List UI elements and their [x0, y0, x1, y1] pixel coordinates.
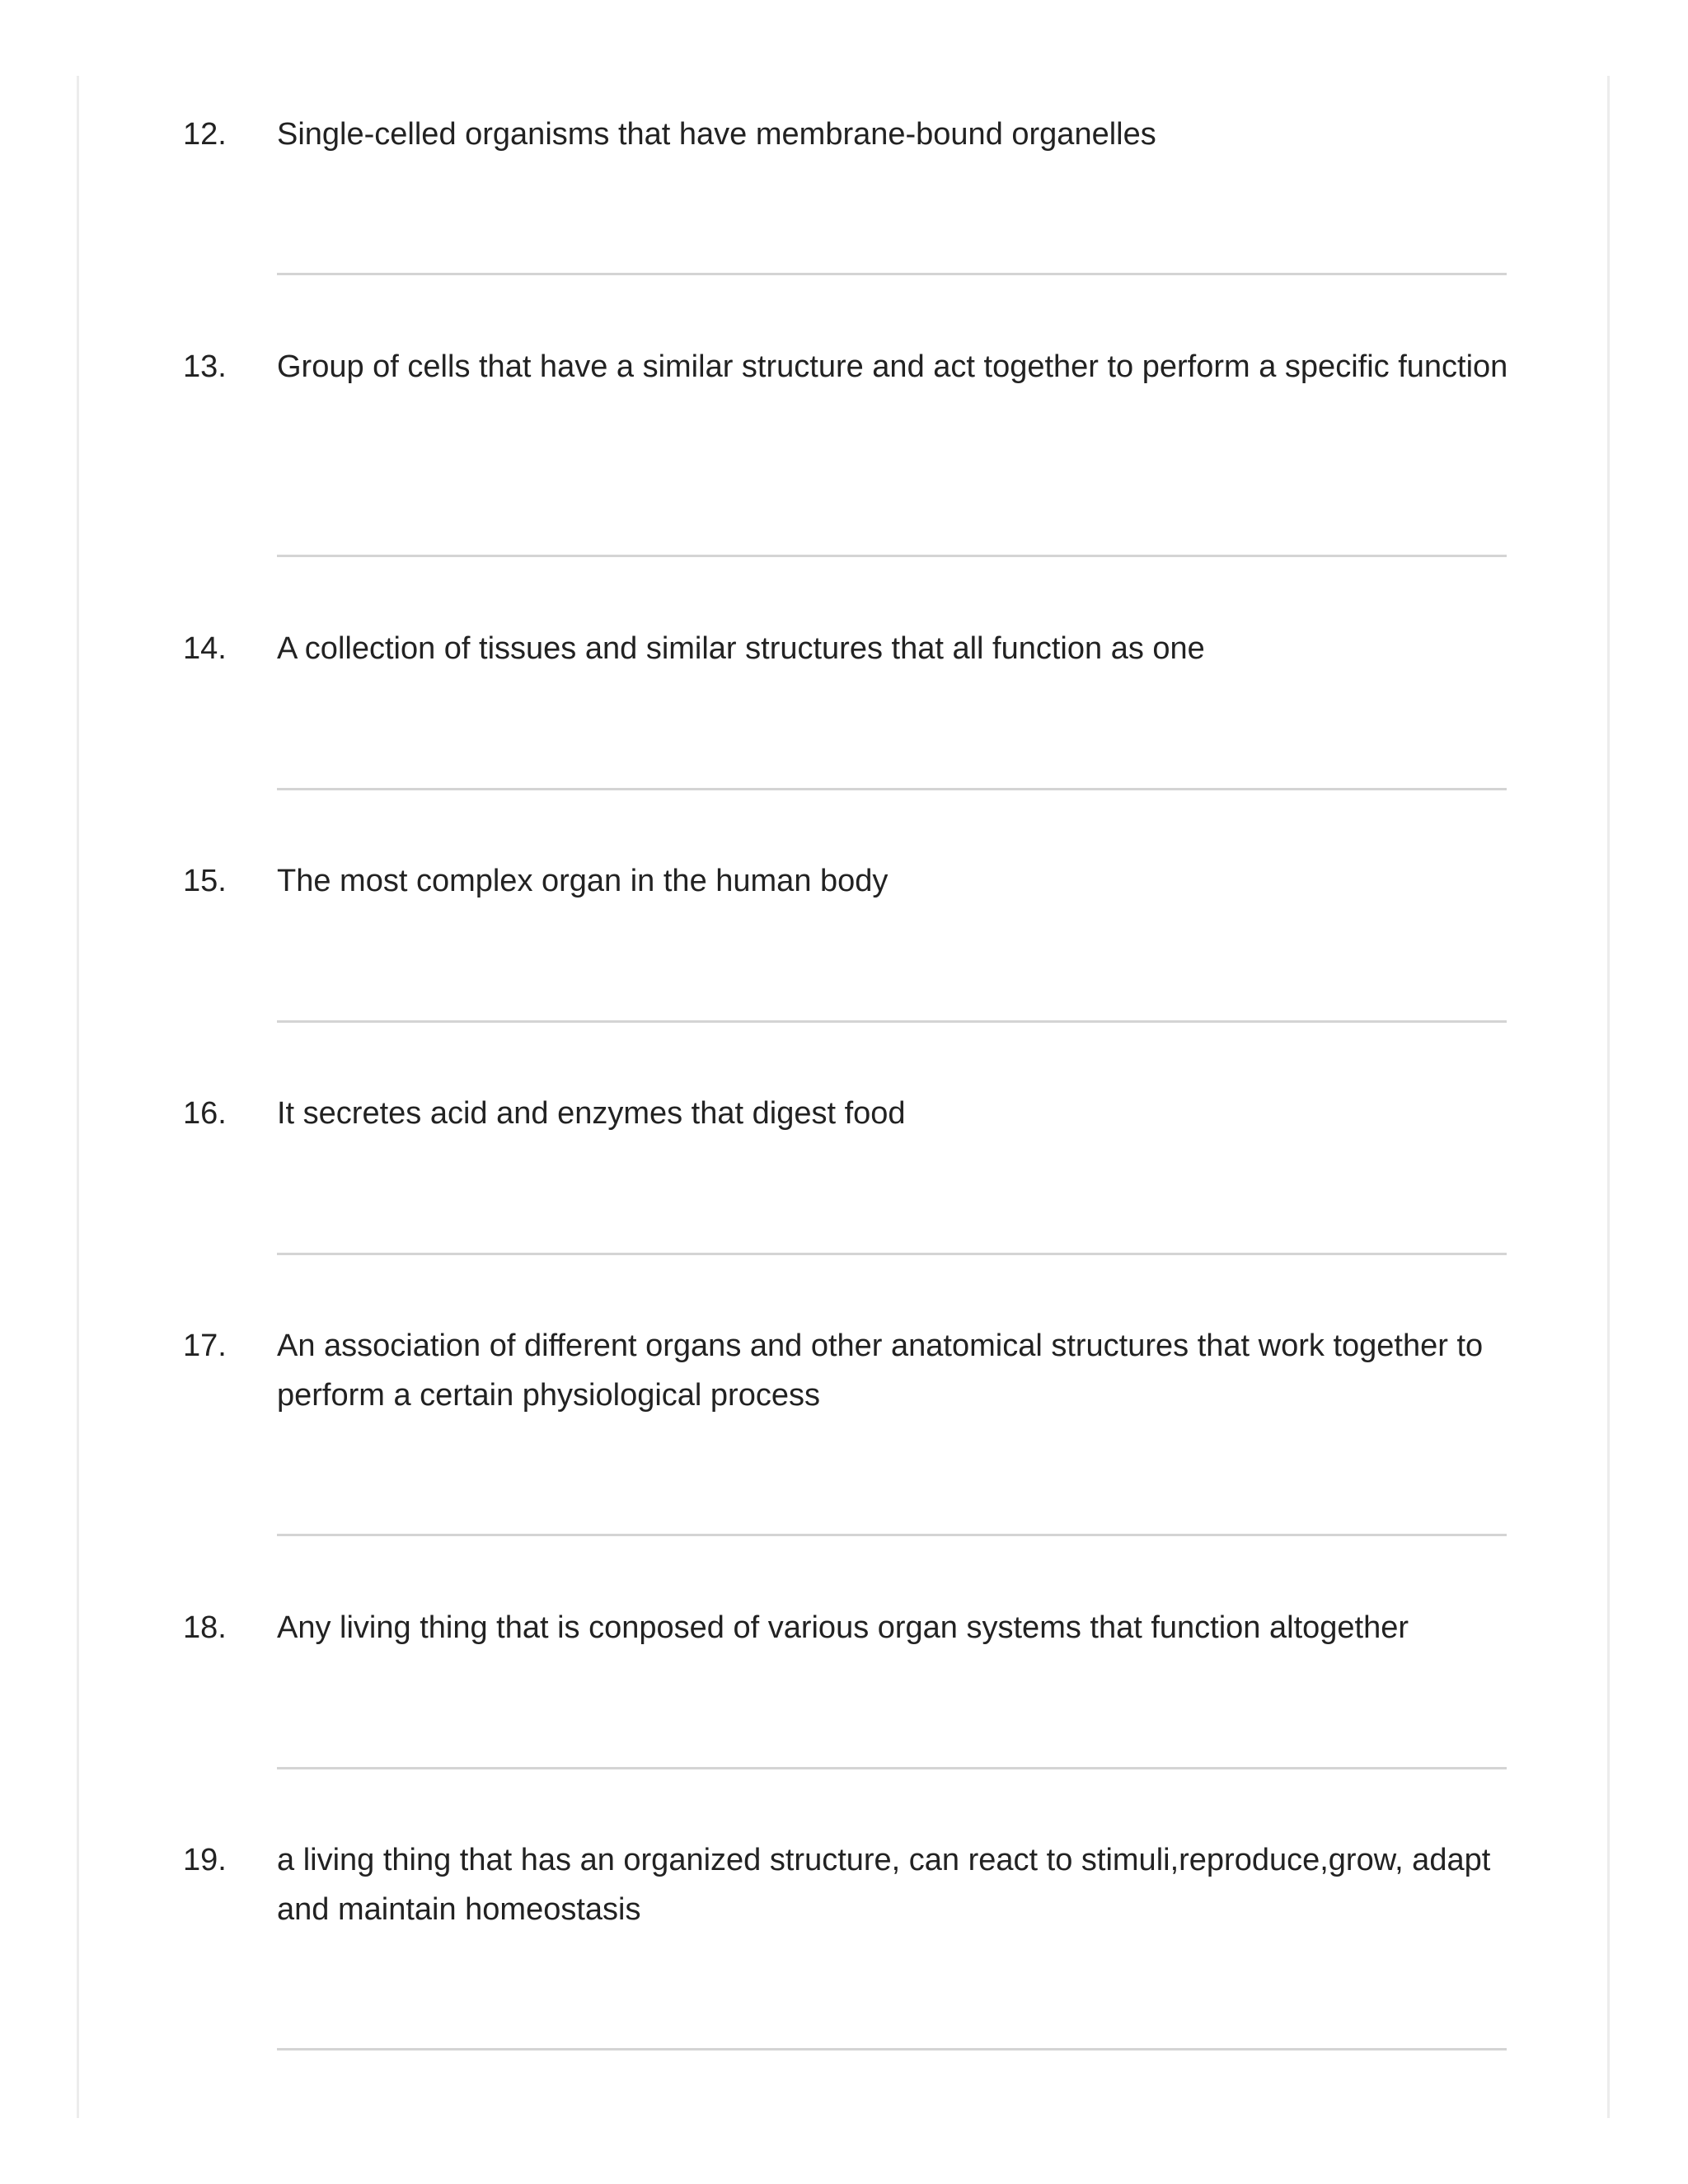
question-text: It secretes acid and enzymes that digest food: [277, 1096, 906, 1131]
question-number: 16.: [183, 1096, 227, 1131]
question-number: 12.: [183, 117, 227, 152]
question-text: Single-celled organisms that have membrane-bound organelles: [277, 117, 1156, 152]
answer-line[interactable]: [277, 1767, 1507, 1769]
answer-line[interactable]: [277, 1534, 1507, 1536]
question-number: 18.: [183, 1610, 227, 1645]
answer-line[interactable]: [277, 273, 1507, 275]
question-text: a living thing that has an organized structure, can react to stimuli,reproduce,grow, adapt and maintain homeostasis: [277, 1843, 1491, 1927]
answer-line[interactable]: [277, 2048, 1507, 2050]
question-number: 13.: [183, 349, 227, 384]
question-text: The most complex organ in the human body: [277, 864, 889, 898]
question-number: 17.: [183, 1329, 227, 1363]
question-number: 15.: [183, 864, 227, 898]
answer-line[interactable]: [277, 555, 1507, 557]
answer-line[interactable]: [277, 1020, 1507, 1023]
answer-line[interactable]: [277, 788, 1507, 790]
question-text: Any living thing that is conposed of various organ systems that function altogether: [277, 1610, 1409, 1645]
page-border-left: [77, 76, 79, 2118]
question-text: Group of cells that have a similar structure and act together to perform a specific function: [277, 349, 1508, 384]
question-text: A collection of tissues and similar structures that all function as one: [277, 631, 1205, 666]
question-number: 19.: [183, 1843, 227, 1877]
answer-line[interactable]: [277, 1253, 1507, 1255]
page-border-right: [1607, 76, 1610, 2118]
question-text: An association of different organs and other anatomical structures that work together to perform a certain physiological process: [277, 1329, 1484, 1413]
question-number: 14.: [183, 631, 227, 666]
